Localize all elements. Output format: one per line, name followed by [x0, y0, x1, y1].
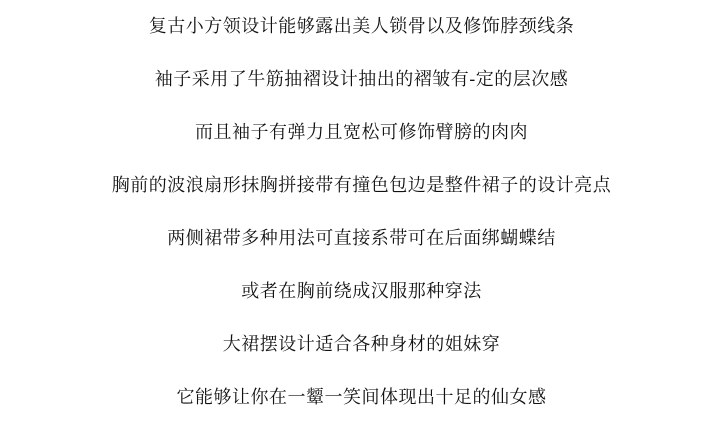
text-line-6: 或者在胸前绕成汉服那种穿法 — [241, 281, 482, 302]
text-line-7: 大裙摆设计适合各种身材的姐妹穿 — [222, 334, 501, 355]
text-line-3: 而且袖子有弹力且宽松可修饰臂膀的肉肉 — [195, 122, 528, 143]
text-line-4: 胸前的波浪扇形抹胸拼接带有撞色包边是整件裙子的设计亮点 — [111, 175, 612, 196]
text-line-2: 袖子采用了牛筋抽褶设计抽出的褶皱有-定的层次感 — [154, 69, 569, 90]
text-line-1: 复古小方领设计能够露出美人锁骨以及修饰脖颈线条 — [148, 16, 575, 37]
text-line-8: 它能够让你在一颦一笑间体现出十足的仙女感 — [176, 387, 547, 408]
text-line-5: 两侧裙带多种用法可直接系带可在后面绑蝴蝶结 — [167, 228, 556, 249]
